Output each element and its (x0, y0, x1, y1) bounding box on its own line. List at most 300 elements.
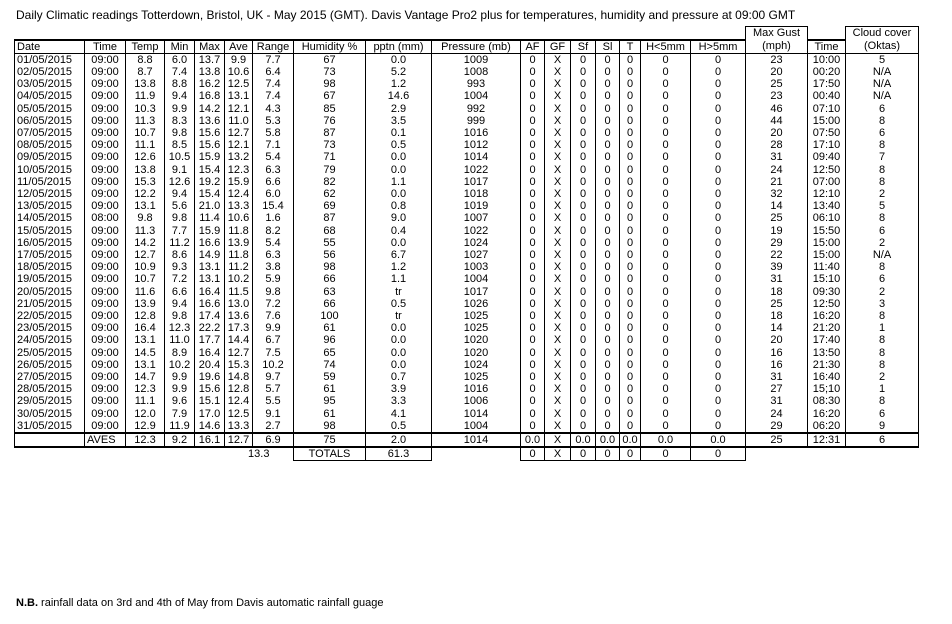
table-cell: 7.6 (253, 310, 294, 322)
table-cell: 0 (596, 151, 620, 163)
table-cell: 0 (596, 395, 620, 407)
table-cell: 0 (571, 78, 596, 90)
table-cell: 31 (746, 273, 808, 285)
table-cell: 11.1 (126, 139, 165, 151)
table-cell: 9.9 (165, 371, 195, 383)
table-cell: X (545, 249, 571, 261)
totals-row (15, 447, 919, 461)
header-spacer (432, 27, 521, 40)
table-cell: 08:00 (85, 212, 126, 224)
table-cell: 8 (846, 359, 919, 371)
table-row (15, 395, 919, 407)
table-cell: 2 (846, 286, 919, 298)
table-cell: 0.0 (366, 347, 432, 359)
date-cell: 20/05/2015 (15, 286, 85, 298)
table-cell: 1025 (432, 371, 521, 383)
table-cell: 16 (746, 347, 808, 359)
table-cell: 0 (691, 395, 746, 407)
table-cell: 09:00 (85, 322, 126, 334)
table-cell: 0 (620, 237, 641, 249)
table-cell: 66 (294, 273, 366, 285)
table-cell: 20 (746, 127, 808, 139)
table-cell: X (545, 200, 571, 212)
table-cell: X (545, 139, 571, 151)
table-cell: 68 (294, 225, 366, 237)
table-cell: 0 (596, 359, 620, 371)
header-spacer (15, 27, 85, 40)
table-cell: tr (366, 310, 432, 322)
column-header: (mph) (746, 40, 808, 54)
table-cell: 1020 (432, 347, 521, 359)
table-cell: 6 (846, 103, 919, 115)
table-cell: 11.0 (165, 334, 195, 346)
table-cell: 0 (620, 347, 641, 359)
table-cell: 67 (294, 90, 366, 102)
table-cell: 0 (521, 347, 545, 359)
table-cell: 11:40 (808, 261, 846, 273)
table-cell: 61 (294, 408, 366, 420)
table-cell: 0 (641, 408, 691, 420)
table-cell: 1.1 (366, 176, 432, 188)
totals-spacer (432, 447, 521, 461)
column-header: H<5mm (641, 40, 691, 54)
table-cell: 10.5 (165, 151, 195, 163)
table-cell: 0 (691, 322, 746, 334)
footnote-text: rainfall data on 3rd and 4th of May from Davis automatic rainfall guage (38, 597, 384, 609)
table-cell: 12.4 (225, 395, 253, 407)
table-cell: 10.7 (126, 127, 165, 139)
table-cell: 0 (620, 383, 641, 395)
table-cell: 3.9 (366, 383, 432, 395)
table-cell: 14.2 (195, 103, 225, 115)
table-cell: 19.2 (195, 176, 225, 188)
table-cell: 0 (596, 237, 620, 249)
table-cell: 0 (641, 115, 691, 127)
table-cell: 0 (641, 78, 691, 90)
table-cell: 10.7 (126, 273, 165, 285)
date-cell: 17/05/2015 (15, 249, 85, 261)
table-cell: 71 (294, 151, 366, 163)
column-header: Min (165, 40, 195, 54)
table-cell: 8.5 (165, 139, 195, 151)
table-cell: 0 (571, 139, 596, 151)
table-cell: 9.1 (165, 164, 195, 176)
table-cell: 0 (521, 115, 545, 127)
table-cell: 15:00 (808, 115, 846, 127)
table-cell: 9.9 (165, 103, 195, 115)
table-cell: 11.3 (126, 115, 165, 127)
table-cell: 07:50 (808, 127, 846, 139)
table-cell: 0 (596, 334, 620, 346)
table-cell: 12.4 (225, 188, 253, 200)
table-row (15, 347, 919, 359)
table-cell: 0 (596, 383, 620, 395)
table-cell: 5.7 (253, 383, 294, 395)
table-cell: 12:50 (808, 298, 846, 310)
table-cell: 992 (432, 103, 521, 115)
table-cell: 6.7 (253, 334, 294, 346)
table-cell: 9.8 (253, 286, 294, 298)
table-cell: 0 (521, 188, 545, 200)
table-cell: 9.9 (225, 53, 253, 66)
table-cell: X (545, 371, 571, 383)
table-cell: X (545, 261, 571, 273)
table-cell: 0 (521, 261, 545, 273)
table-row (15, 176, 919, 188)
date-cell: 11/05/2015 (15, 176, 85, 188)
table-row (15, 53, 919, 66)
table-cell: 12.2 (126, 188, 165, 200)
table-cell: 0 (691, 383, 746, 395)
table-cell: 13.1 (195, 261, 225, 273)
table-cell: 09:00 (85, 286, 126, 298)
table-cell: 24 (746, 408, 808, 420)
table-cell: 0 (596, 261, 620, 273)
table-cell: 0 (620, 212, 641, 224)
header-spacer (691, 27, 746, 40)
column-header: Sf (571, 40, 596, 54)
table-cell: 0 (571, 188, 596, 200)
table-cell: 8 (846, 395, 919, 407)
table-cell: 12:50 (808, 164, 846, 176)
table-cell: 0 (691, 359, 746, 371)
table-cell: 0 (571, 371, 596, 383)
date-cell: 07/05/2015 (15, 127, 85, 139)
table-cell: 44 (746, 115, 808, 127)
table-cell: 1.2 (366, 78, 432, 90)
table-cell: 10.2 (165, 359, 195, 371)
table-cell: 0 (521, 90, 545, 102)
table-cell: 0 (641, 66, 691, 78)
table-cell: 13.7 (195, 53, 225, 66)
table-cell: 11.8 (225, 225, 253, 237)
table-cell: 0 (596, 322, 620, 334)
table-cell: 0 (691, 164, 746, 176)
table-cell: 0 (620, 164, 641, 176)
table-cell: 0 (571, 395, 596, 407)
column-header: (Oktas) (846, 40, 919, 54)
table-cell: 13.0 (225, 298, 253, 310)
header-spacer (165, 27, 195, 40)
table-cell: 15.4 (195, 164, 225, 176)
table-cell: 0 (521, 359, 545, 371)
table-row (15, 164, 919, 176)
table-cell: 0 (620, 200, 641, 212)
table-cell: 24 (746, 164, 808, 176)
table-cell: 0 (620, 359, 641, 371)
table-cell: 85 (294, 103, 366, 115)
table-cell: X (545, 66, 571, 78)
table-cell: 0 (641, 53, 691, 66)
table-cell: 15.6 (195, 127, 225, 139)
table-cell: 8.8 (165, 78, 195, 90)
table-cell: 8.3 (165, 115, 195, 127)
table-cell: 09:00 (85, 103, 126, 115)
header-cell-cloud: Cloud cover (846, 27, 919, 40)
table-cell: 14.2 (126, 237, 165, 249)
table-cell: 0 (596, 66, 620, 78)
table-cell: 09:00 (85, 347, 126, 359)
table-cell: 00:20 (808, 66, 846, 78)
table-cell: 0.7 (366, 371, 432, 383)
table-cell: 0 (691, 78, 746, 90)
totals-label: TOTALS (294, 447, 366, 461)
table-cell: 7.7 (253, 53, 294, 66)
table-cell: 14.5 (126, 347, 165, 359)
table-cell: 11.6 (126, 286, 165, 298)
totals-pptn-cell: 61.3 (366, 447, 432, 461)
table-cell: 13.1 (126, 200, 165, 212)
table-cell: 23 (746, 53, 808, 66)
table-cell: 6 (846, 127, 919, 139)
table-cell: 1024 (432, 237, 521, 249)
table-cell: 15.6 (195, 139, 225, 151)
table-cell: 9.7 (253, 371, 294, 383)
table-cell: 12.5 (225, 408, 253, 420)
table-cell: 7.2 (165, 273, 195, 285)
table-cell: 15:10 (808, 273, 846, 285)
table-cell: 17.4 (195, 310, 225, 322)
totals-spacer (746, 447, 808, 461)
table-cell: 09:00 (85, 383, 126, 395)
climate-table (14, 26, 919, 461)
table-cell: 0 (691, 188, 746, 200)
table-cell: 13.9 (225, 237, 253, 249)
table-cell: 9.9 (165, 383, 195, 395)
date-cell: 06/05/2015 (15, 115, 85, 127)
table-cell: 1004 (432, 90, 521, 102)
column-header: Date (15, 40, 85, 54)
table-cell: 09:00 (85, 176, 126, 188)
table-cell: 13.1 (126, 359, 165, 371)
table-cell: 0 (596, 273, 620, 285)
table-cell: 5.4 (253, 237, 294, 249)
table-cell: 0 (641, 383, 691, 395)
table-cell: 11.9 (126, 90, 165, 102)
totals-spacer (165, 447, 195, 461)
table-cell: 1019 (432, 200, 521, 212)
table-cell: 0 (641, 286, 691, 298)
table-cell: 73 (294, 139, 366, 151)
averages-cell: 75 (294, 433, 366, 447)
header-spacer (294, 27, 366, 40)
table-cell: 29 (746, 420, 808, 433)
table-cell: 15.6 (195, 383, 225, 395)
table-cell: 16.4 (195, 347, 225, 359)
table-cell: 0 (691, 176, 746, 188)
footnote-bold: N.B. (16, 597, 38, 609)
table-cell: 13.2 (225, 151, 253, 163)
table-cell: 08:30 (808, 395, 846, 407)
table-cell: 6 (846, 408, 919, 420)
table-cell: 9.8 (165, 310, 195, 322)
table-cell: 12.6 (126, 151, 165, 163)
table-cell: 0 (691, 286, 746, 298)
table-cell: X (545, 115, 571, 127)
table-cell: 0 (641, 273, 691, 285)
table-cell: 1.2 (366, 261, 432, 273)
table-cell: 7.4 (253, 90, 294, 102)
table-cell: X (545, 103, 571, 115)
table-cell: 0 (521, 127, 545, 139)
table-cell: 8.7 (126, 66, 165, 78)
table-row (15, 115, 919, 127)
table-row (15, 225, 919, 237)
column-header: Ave (225, 40, 253, 54)
column-header: Pressure (mb) (432, 40, 521, 54)
table-cell: 13:50 (808, 347, 846, 359)
table-cell: 0 (691, 212, 746, 224)
table-cell: 0 (641, 164, 691, 176)
table-cell: 56 (294, 249, 366, 261)
table-cell: X (545, 383, 571, 395)
table-cell: 0 (571, 103, 596, 115)
table-cell: 0 (596, 212, 620, 224)
table-cell: 12.7 (225, 127, 253, 139)
date-cell: 23/05/2015 (15, 322, 85, 334)
table-cell: 13.6 (195, 115, 225, 127)
table-cell: 13.1 (126, 334, 165, 346)
table-cell: 8 (846, 212, 919, 224)
table-cell: 61 (294, 322, 366, 334)
table-cell: 17:50 (808, 78, 846, 90)
table-cell: 09:00 (85, 151, 126, 163)
table-cell: 1017 (432, 286, 521, 298)
table-cell: 12.8 (126, 310, 165, 322)
table-cell: 09:00 (85, 66, 126, 78)
date-cell: 18/05/2015 (15, 261, 85, 273)
table-cell: 0 (691, 408, 746, 420)
table-cell: 20 (746, 334, 808, 346)
table-cell: 0 (571, 347, 596, 359)
table-cell: 0 (641, 249, 691, 261)
table-cell: X (545, 347, 571, 359)
table-cell: 0 (521, 334, 545, 346)
table-cell: 16:40 (808, 371, 846, 383)
table-cell: 12.8 (225, 383, 253, 395)
table-cell: 17:10 (808, 139, 846, 151)
table-cell: X (545, 408, 571, 420)
table-cell: 8 (846, 176, 919, 188)
table-cell: 0 (571, 286, 596, 298)
averages-cell: 12:31 (808, 433, 846, 447)
table-cell: 0 (521, 237, 545, 249)
table-cell: 0 (641, 395, 691, 407)
table-cell: 09:00 (85, 139, 126, 151)
table-cell: 20.4 (195, 359, 225, 371)
averages-cell: 0.0 (641, 433, 691, 447)
column-header: Max (195, 40, 225, 54)
averages-cell: X (545, 433, 571, 447)
table-cell: 0 (620, 176, 641, 188)
table-cell: 6.0 (253, 188, 294, 200)
table-cell: 0 (641, 322, 691, 334)
table-cell: 0 (521, 298, 545, 310)
date-cell: 14/05/2015 (15, 212, 85, 224)
column-header: Time (808, 40, 846, 54)
table-cell: 1025 (432, 310, 521, 322)
table-cell: 2 (846, 237, 919, 249)
table-cell: 17:40 (808, 334, 846, 346)
table-cell: 12.7 (126, 249, 165, 261)
table-cell: 1027 (432, 249, 521, 261)
date-cell: 29/05/2015 (15, 395, 85, 407)
table-cell: X (545, 90, 571, 102)
table-cell: 1.6 (253, 212, 294, 224)
table-cell: X (545, 273, 571, 285)
table-cell: 0 (596, 310, 620, 322)
table-cell: 79 (294, 164, 366, 176)
table-cell: 0 (641, 347, 691, 359)
table-cell: 96 (294, 334, 366, 346)
table-cell: 09:00 (85, 334, 126, 346)
table-row (15, 212, 919, 224)
table-cell: 17.0 (195, 408, 225, 420)
column-header: Time (85, 40, 126, 54)
table-cell: 7.2 (253, 298, 294, 310)
table-cell: 3.3 (366, 395, 432, 407)
averages-cell: 2.0 (366, 433, 432, 447)
table-cell: 0 (691, 66, 746, 78)
table-cell: 0 (521, 408, 545, 420)
table-cell: 0 (691, 310, 746, 322)
table-cell: 10.2 (225, 273, 253, 285)
table-cell: 09:40 (808, 151, 846, 163)
table-cell: 09:00 (85, 225, 126, 237)
table-cell: 0 (620, 286, 641, 298)
table-cell: 7.4 (253, 78, 294, 90)
averages-cell: 0.0 (620, 433, 641, 447)
table-cell: 0 (641, 359, 691, 371)
table-cell: X (545, 395, 571, 407)
table-cell: 61 (294, 383, 366, 395)
table-cell: 0.8 (366, 200, 432, 212)
table-cell: 62 (294, 188, 366, 200)
table-cell: 13.1 (225, 90, 253, 102)
totals-spacer (85, 447, 126, 461)
table-cell: 12.3 (126, 383, 165, 395)
totals-spacer (15, 447, 85, 461)
table-cell: 0 (596, 188, 620, 200)
table-cell: 0 (641, 261, 691, 273)
table-cell: 0 (691, 90, 746, 102)
table-row (15, 66, 919, 78)
table-cell: 0.0 (366, 359, 432, 371)
averages-cell: 0.0 (596, 433, 620, 447)
date-cell: 27/05/2015 (15, 371, 85, 383)
date-cell: 15/05/2015 (15, 225, 85, 237)
table-cell: 0 (571, 127, 596, 139)
table-cell: 0 (521, 371, 545, 383)
column-header: H>5mm (691, 40, 746, 54)
table-cell: 0 (596, 420, 620, 433)
table-cell: 14 (746, 200, 808, 212)
table-cell: 39 (746, 261, 808, 273)
table-cell: 0 (641, 212, 691, 224)
averages-cell: 6.9 (253, 433, 294, 447)
table-cell: 25 (746, 212, 808, 224)
table-cell: 0 (620, 115, 641, 127)
header-spacer (641, 27, 691, 40)
table-cell: X (545, 164, 571, 176)
table-cell: 1016 (432, 127, 521, 139)
table-cell: 5 (846, 200, 919, 212)
table-cell: 0 (521, 103, 545, 115)
totals-cell: 0 (521, 447, 545, 461)
table-cell: 4.3 (253, 103, 294, 115)
table-cell: 6 (846, 225, 919, 237)
table-cell: 0 (641, 188, 691, 200)
